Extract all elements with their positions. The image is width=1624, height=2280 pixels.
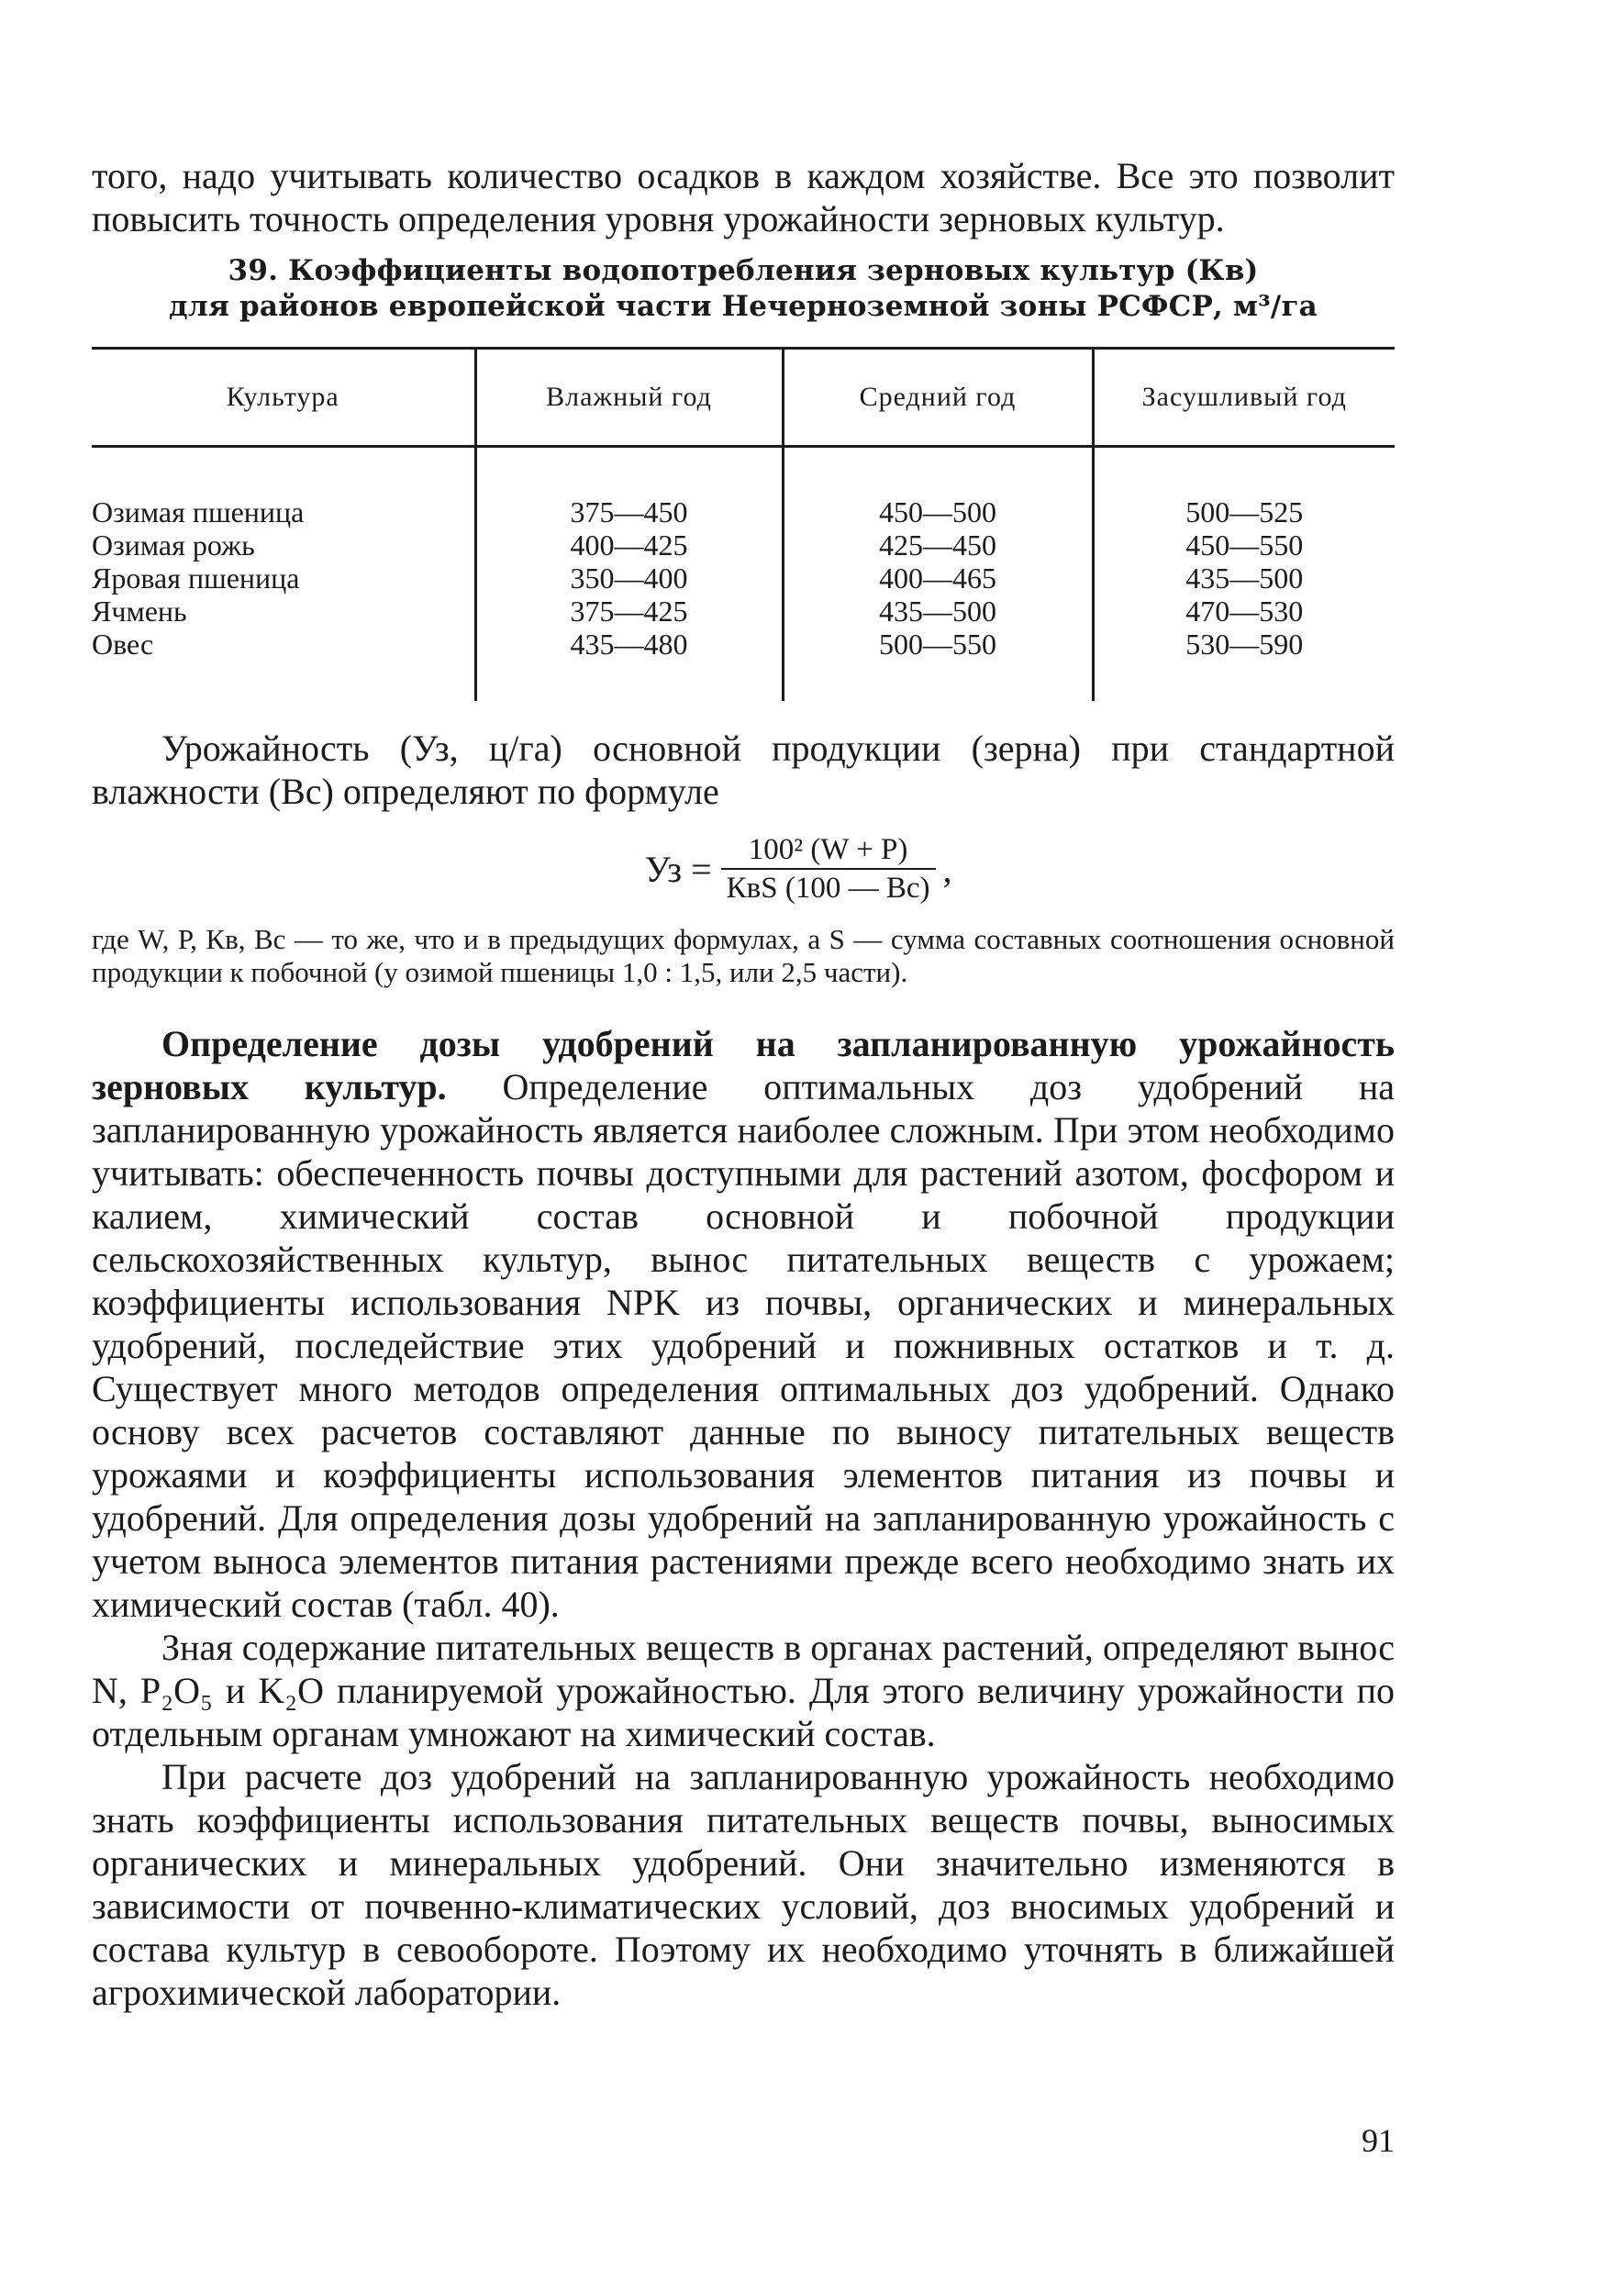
- crop-name: Озимая пшеница: [92, 447, 475, 529]
- formula-equals: =: [691, 848, 712, 890]
- page-number: 91: [1362, 2122, 1395, 2159]
- column-header-crop: Культура: [92, 349, 475, 447]
- dry-year-value: 470—530: [1185, 595, 1304, 628]
- table-row: [92, 447, 1395, 529]
- average-year-value: 400—465: [783, 562, 1093, 595]
- yield-formula: [202, 831, 1395, 906]
- formula-denominator: КвS (100 — Вс): [721, 868, 936, 906]
- crop-name: Овес: [92, 628, 475, 701]
- formula-lhs: Уз: [644, 848, 683, 890]
- wet-year-value: 375—425: [475, 595, 783, 628]
- crop-name: Яровая пшеница: [92, 562, 475, 595]
- formula-block: [92, 727, 1395, 989]
- average-year-value: 450—500: [783, 447, 1093, 529]
- section-heading: Определение дозы удобрений на запланированную урожайность зерновых культур.: [92, 1023, 1395, 1107]
- column-header-dry-year: Засушливый год: [1093, 349, 1395, 447]
- section-paragraph-2: Зная содержание питательных веществ в органах растений, определяют вынос N, P₂O₅ и K₂O планируемой урожайностью. Для этого величину урожайности по отдельным органам умножают на химический состав.: [92, 1627, 1395, 1754]
- dry-year-value: 530—590: [1185, 628, 1304, 661]
- section-paragraph-1-text: Определение оптимальных доз удобрений на запланированную урожайность является наиболее сложным. При этом необходимо учитывать: обеспеченность почвы доступными для растений азотом, фосфором и калием, химический состав основной и побочной продукции сельскохозяйственных культур, вынос питательных веществ с урожаем; коэффициенты использования NPK из почвы, органических и минеральных удобрений, последействие этих удобрений и пожнивных остатков и т. д. Существует много методов определения оптимальных доз удобрений. Однако основу всех расчетов составляют данные по выносу питательных веществ урожаями и коэффициенты использования элементов питания из почвы и удобрений. Для определения дозы удобрений на запланированную урожайность с учетом выноса элементов питания растениями прежде всего необходимо знать их химический состав (табл. 40).: [92, 1066, 1396, 1625]
- crop-name: Ячмень: [92, 595, 475, 628]
- table-header-row: [92, 349, 1395, 447]
- average-year-value: 435—500: [783, 595, 1093, 628]
- section-paragraph-3: При расчете доз удобрений на запланированную урожайность необходимо знать коэффициенты использования питательных веществ почвы, выносимых органических и минеральных удобрений. Они значительно изменяются в зависимости от почвенно-климатических условий, доз вносимых удобрений и состава культур в севообороте. Поэтому их необходимо уточнять в ближайшей агрохимической лаборатории.: [92, 1756, 1395, 2013]
- table-row: [92, 528, 1395, 562]
- formula-fraction: [721, 831, 936, 906]
- wet-year-value: 400—425: [475, 528, 783, 562]
- wet-year-value: 375—450: [475, 447, 783, 529]
- formula-numerator: 100² (W + P): [748, 833, 908, 866]
- average-year-value: 500—550: [783, 628, 1093, 701]
- dry-year-value: 435—500: [1185, 562, 1304, 595]
- formula-note: где W, Р, Кв, Вс — то же, что и в предыдущих формулах, а S — сумма составных соотношения основной продукции к побочной (у озимой пшеницы 1,0 : 1,5, или 2,5 части).: [92, 923, 1395, 988]
- table-row: [92, 595, 1395, 628]
- wet-year-value: 350—400: [475, 562, 783, 595]
- dry-year-value: 500—525: [1185, 495, 1304, 528]
- book-page: [92, 138, 1395, 2014]
- intro-paragraph: того, надо учитывать количество осадков в каждом хозяйстве. Все это позволит повысить точность определения уровня урожайности зерновых культур.: [92, 155, 1395, 239]
- table-title-line-1: 39. Коэффициенты водопотребления зерновых культур (Кв): [228, 254, 1259, 287]
- fertilizer-section: [92, 1022, 1395, 2014]
- column-header-average-year: Средний год: [783, 349, 1093, 447]
- average-year-value: 425—450: [783, 528, 1093, 562]
- crop-name: Озимая рожь: [92, 528, 475, 562]
- table-row: [92, 628, 1395, 701]
- column-header-wet-year: Влажный год: [475, 349, 783, 447]
- yield-paragraph: Урожайность (Уз, ц/га) основной продукции (зерна) при стандартной влажности (Вс) определяют по формуле: [92, 728, 1395, 812]
- section-paragraph-1: [92, 1022, 1395, 1626]
- dry-year-value: 450—550: [1185, 528, 1304, 562]
- formula-trailing-comma: ,: [942, 848, 952, 890]
- wet-year-value: 435—480: [475, 628, 783, 701]
- table-row: [92, 562, 1395, 595]
- water-consumption-table: [92, 347, 1395, 701]
- table-title: [92, 253, 1395, 325]
- table-title-line-2: для районов европейской части Нечерноземной зоны РСФСР, м³/га: [169, 290, 1318, 323]
